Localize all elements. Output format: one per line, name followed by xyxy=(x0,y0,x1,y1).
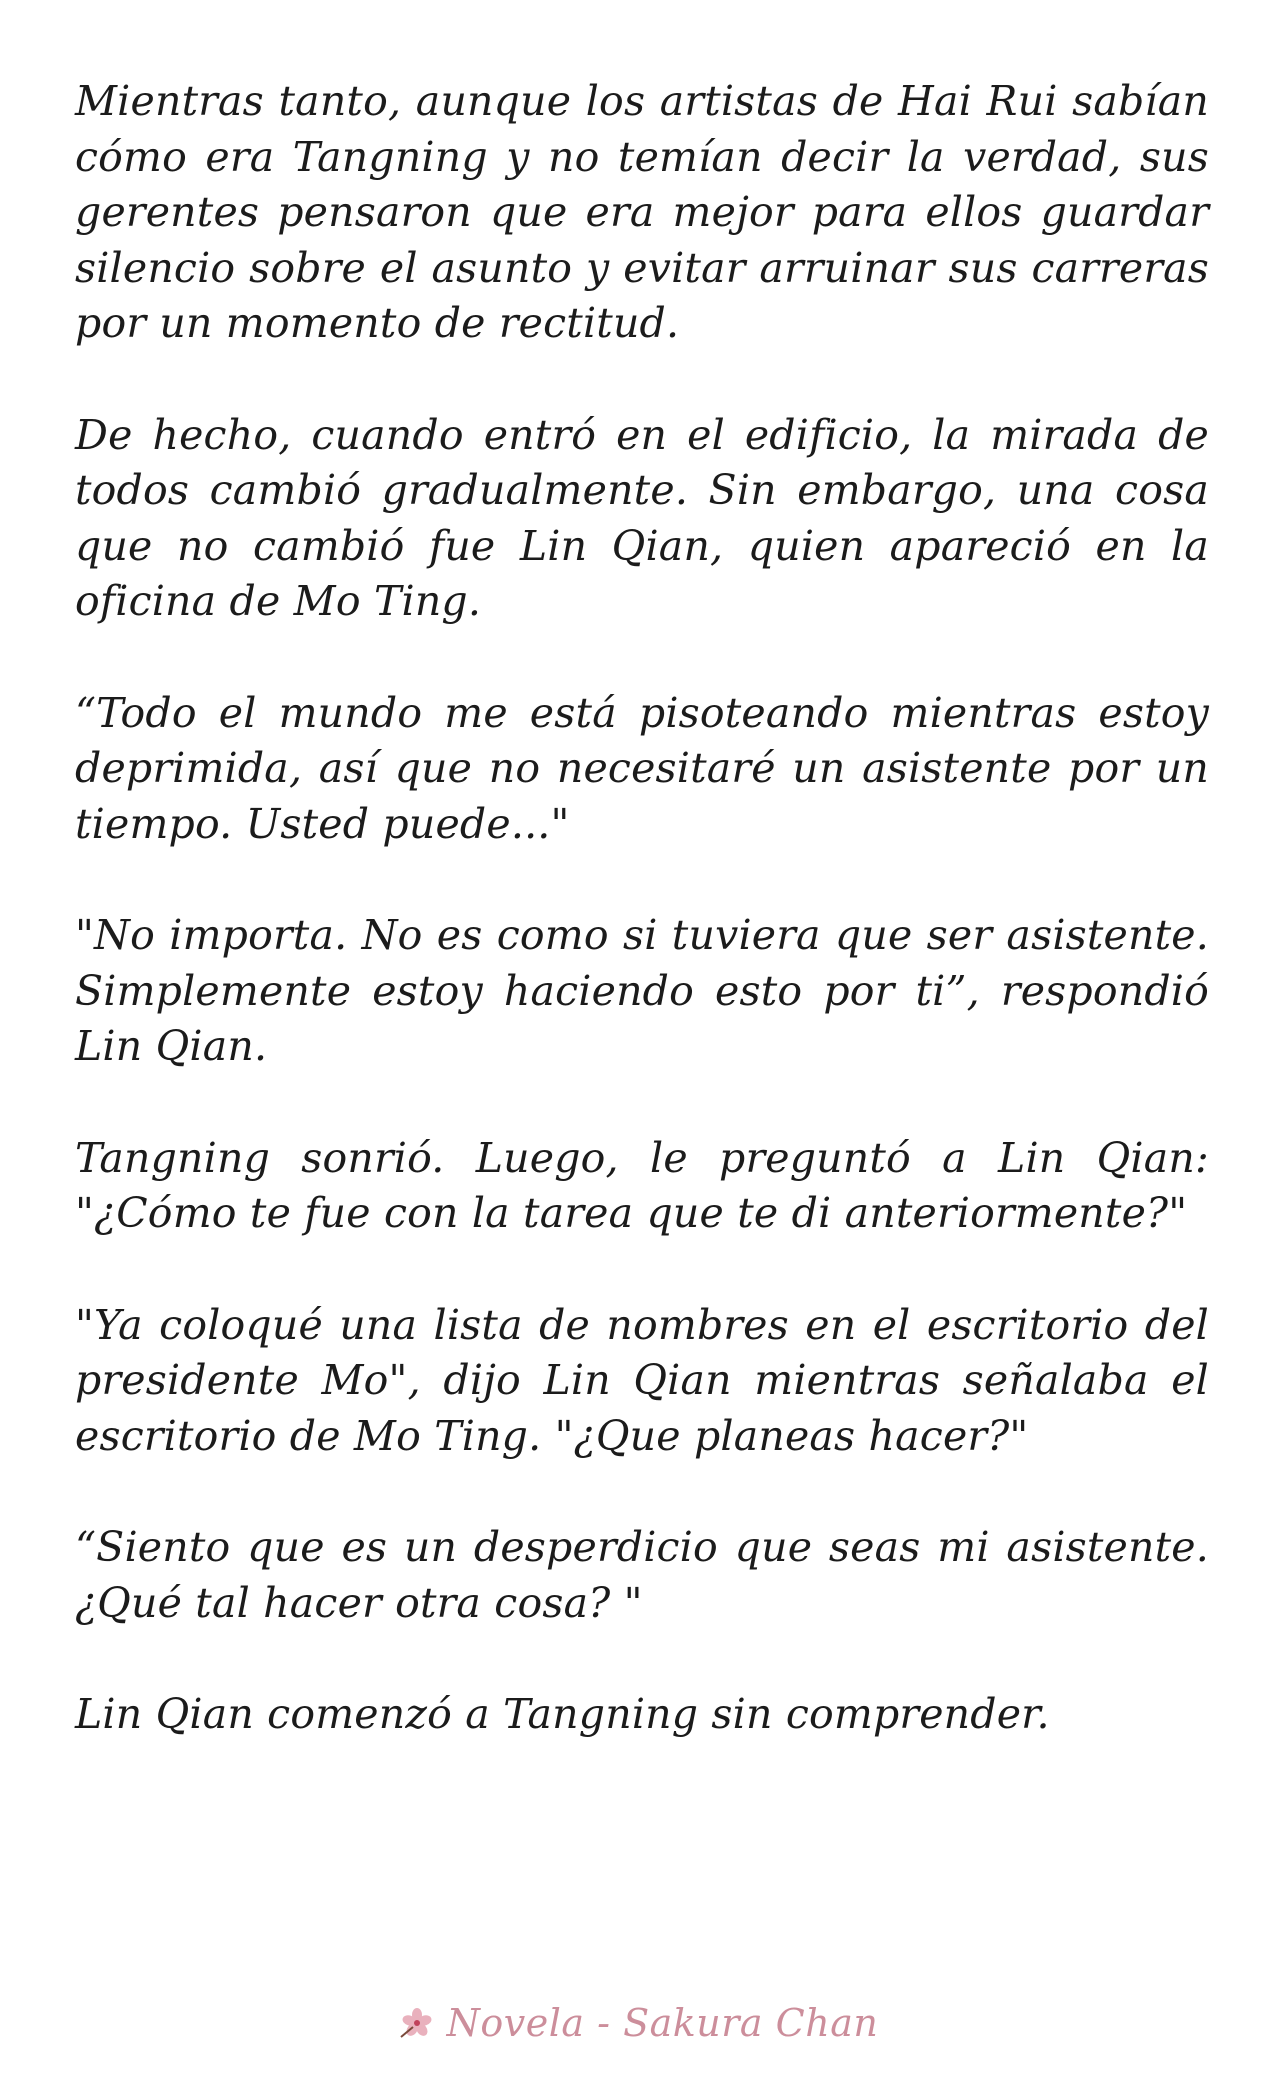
cherry-blossom-icon xyxy=(397,2003,437,2043)
paragraph: Mientras tanto, aunque los artistas de Hai Rui sabían cómo era Tangning y no temían decir la verdad, sus gerentes pensaron que era mejor para ellos guardar silencio sobre el asunto y evitar arruinar sus carreras por un momento de rectitud. xyxy=(75,77,1209,347)
paragraph: “Todo el mundo me está pisoteando mientras estoy deprimida, así que no necesitaré un asistente por un tiempo. Usted puede..." xyxy=(75,688,1209,848)
paragraph: "No importa. No es como si tuviera que ser asistente. Simplemente estoy haciendo esto por ti”, respondió Lin Qian. xyxy=(75,911,1209,1070)
paragraph: “Siento que es un desperdicio que seas mi asistente. ¿Qué tal hacer otra cosa? " xyxy=(75,1523,1209,1627)
paragraph: "Ya coloqué una lista de nombres en el escritorio del presidente Mo", dijo Lin Qian mientras señalaba el escritorio de Mo Ting. "¿Que planeas hacer?" xyxy=(75,1300,1209,1460)
watermark-text: Novela - Sakura Chan xyxy=(446,2001,879,2045)
watermark xyxy=(0,1993,1275,2053)
story-text xyxy=(75,74,1209,1799)
paragraph: Lin Qian comenzó a Tangning sin comprender. xyxy=(75,1690,1050,1738)
paragraph: De hecho, cuando entró en el edificio, la mirada de todos cambió gradualmente. Sin embargo, una cosa que no cambió fue Lin Qian, quien apareció en la oficina de Mo Ting. xyxy=(75,410,1209,625)
paragraph: Tangning sonrió. Luego, le preguntó a Lin Qian: "¿Cómo te fue con la tarea que te di anteriormente?" xyxy=(75,1133,1209,1237)
